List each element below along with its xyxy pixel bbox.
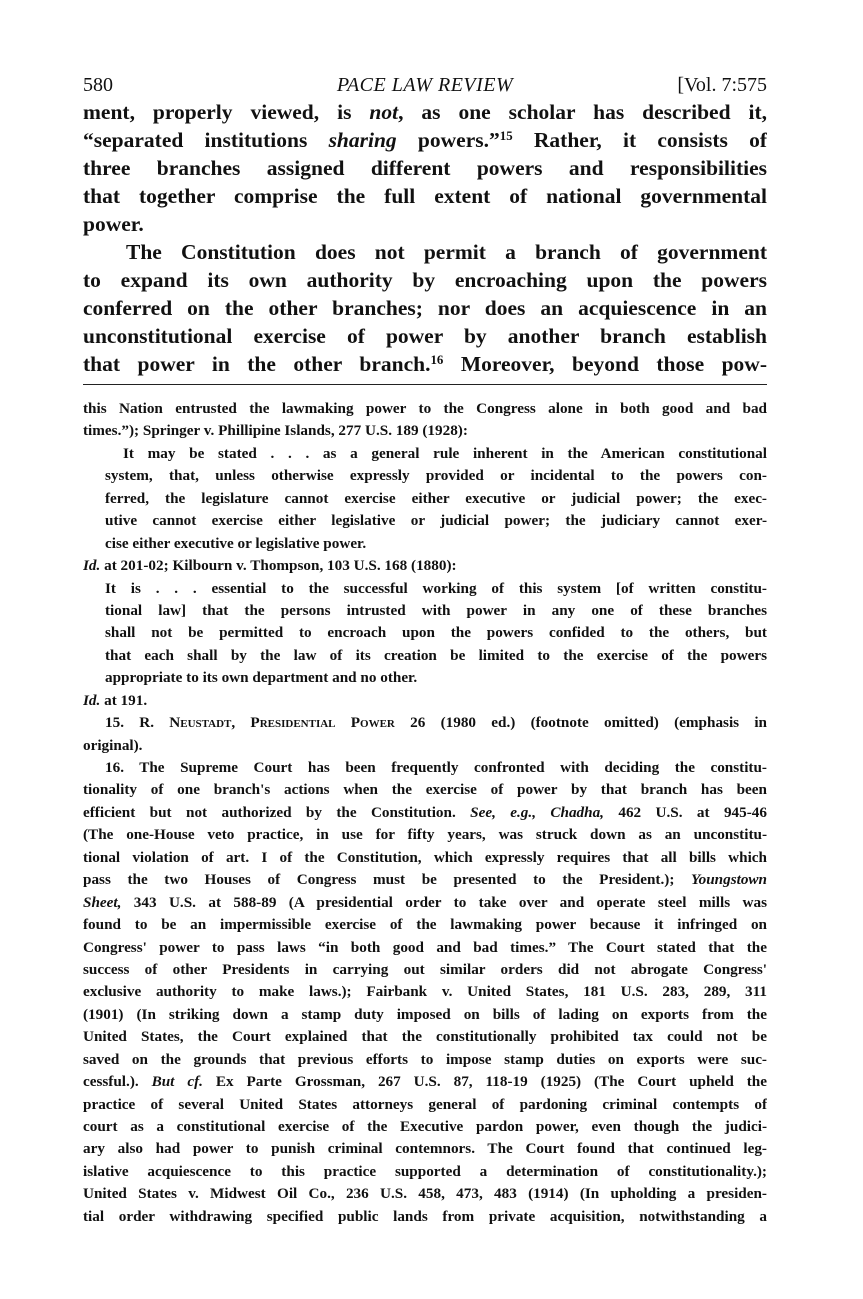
- text-segment: unconstitutional exercise of power by another branch establish: [83, 324, 767, 348]
- text-segment: at 191.: [100, 691, 148, 709]
- text-line: [83, 802, 767, 824]
- text-segment: to expand its own authority by encroaching upon the powers: [83, 268, 767, 292]
- text-line: [83, 757, 767, 779]
- text-segment: 15. R.: [105, 714, 170, 732]
- text-line: [83, 735, 767, 757]
- text-segment: times.”); Springer v. Phillipine Islands, 277 U.S. 189 (1928):: [83, 422, 468, 440]
- text-segment: powers.”: [396, 128, 500, 152]
- text-line: [83, 1138, 767, 1160]
- text-line: [83, 533, 767, 555]
- text-line: [83, 266, 767, 294]
- text-segment: Rather, it consists of: [512, 128, 767, 152]
- text-segment: ary also had power to punish criminal contemnors. The Court found that continued leg-: [83, 1140, 767, 1158]
- text-line: [83, 1094, 767, 1116]
- text-line: [83, 238, 767, 266]
- text-segment: tional violation of art. I of the Constitution, which expressly requires that all bills which: [83, 848, 767, 866]
- text-segment: power.: [83, 212, 144, 236]
- text-line: [83, 1161, 767, 1183]
- text-line: [83, 892, 767, 914]
- text-segment: But cf.: [151, 1073, 203, 1091]
- text-segment: Congress' power to pass laws “in both good and bad times.” The Court stated that the: [83, 938, 767, 956]
- text-line: [83, 98, 767, 126]
- text-segment: (The one-House veto practice, in use for fifty years, was struck down as an unconstitu-: [83, 826, 767, 844]
- text-line: [83, 712, 767, 734]
- text-line: [83, 1206, 767, 1228]
- text-segment: cessful.).: [83, 1073, 152, 1091]
- text-segment: “separated institutions: [83, 128, 329, 152]
- text-segment: Youngstown: [691, 871, 767, 889]
- text-line: [83, 622, 767, 644]
- text-segment: at 201-02; Kilbourn v. Thompson, 103 U.S. 168 (1880):: [100, 557, 457, 575]
- footnote-ref: 15: [499, 128, 513, 143]
- text-segment: original).: [83, 736, 143, 754]
- text-line: [83, 914, 767, 936]
- text-line: [83, 667, 767, 689]
- text-segment: court as a constitutional exercise of the Executive pardon power, even though the judici-: [83, 1118, 767, 1135]
- footnote-divider: [83, 384, 767, 385]
- text-segment: See, e.g., Chadha,: [470, 803, 604, 821]
- text-segment: Neustadt, Presidential Power: [169, 714, 395, 732]
- text-line: [83, 600, 767, 622]
- text-line: [83, 578, 767, 600]
- text-segment: 343 U.S. at 588-89 (A presidential order to take over and operate steel mills was: [121, 893, 767, 911]
- text-segment: ment, properly viewed, is: [83, 100, 370, 124]
- text-segment: this Nation entrusted the lawmaking power to the Congress alone in both good and bad: [83, 400, 767, 417]
- running-header: [83, 74, 767, 100]
- text-segment: conferred on the other branches; nor does an acquiescence in an: [83, 296, 767, 320]
- text-line: [83, 322, 767, 350]
- text-segment: pass the two Houses of Congress must be presented to the President.);: [83, 871, 692, 889]
- text-line: [83, 126, 767, 154]
- text-segment: The Constitution does not permit a branch of government: [126, 240, 767, 264]
- text-segment: 462 U.S. at 945-46: [603, 803, 767, 821]
- text-segment: Moreover, beyond those pow-: [443, 352, 767, 376]
- text-line: [83, 1004, 767, 1026]
- text-segment: tial order withdrawing specified public lands from private acquisition, notwithstanding a: [83, 1207, 767, 1225]
- text-line: [83, 1116, 767, 1138]
- text-segment: United States, the Court explained that the constitutionally prohibited tax could not be: [83, 1028, 767, 1046]
- text-segment: cise either executive or legislative power.: [105, 534, 367, 552]
- footnote-ref: 16: [430, 352, 444, 367]
- text-segment: Id.: [83, 557, 101, 575]
- body-text: [83, 98, 767, 378]
- text-line: [83, 210, 767, 238]
- text-line: [83, 350, 767, 378]
- text-segment: , as one scholar has described it,: [398, 100, 767, 124]
- text-segment: Sheet,: [83, 893, 122, 911]
- text-segment: 16. The Supreme Court has been frequently confronted with deciding the constitu-: [105, 759, 767, 776]
- text-segment: 26 (1980 ed.) (footnote omitted) (emphasis in: [394, 714, 767, 732]
- text-segment: Id.: [83, 691, 101, 709]
- text-line: [83, 1071, 767, 1093]
- text-line: [83, 824, 767, 846]
- footnotes: [83, 398, 767, 1228]
- text-line: [83, 869, 767, 891]
- text-line: [83, 420, 767, 442]
- text-line: [83, 294, 767, 322]
- text-segment: efficient but not authorized by the Constitution.: [83, 803, 471, 821]
- text-line: [83, 510, 767, 532]
- text-segment: found to be an impermissible exercise of the lawmaking power because it infringed on: [83, 916, 767, 934]
- text-segment: United States v. Midwest Oil Co., 236 U.S. 458, 473, 483 (1914) (In upholding a presiden-: [83, 1185, 767, 1203]
- text-segment: utive cannot exercise either legislative or judicial power; the judiciary cannot exer-: [105, 512, 767, 530]
- text-line: [83, 398, 767, 420]
- volume-citation: [Vol. 7:575: [677, 74, 767, 96]
- text-segment: three branches assigned different powers and responsibilities: [83, 156, 767, 180]
- text-line: [83, 959, 767, 981]
- text-line: [83, 443, 767, 465]
- text-segment: appropriate to its own department and no other.: [105, 669, 418, 687]
- text-segment: It is . . . essential to the successful working of this system [of written constitu-: [105, 579, 767, 597]
- text-segment: tionality of one branch's actions when the exercise of power by that branch has been: [83, 781, 767, 799]
- page-number: 580: [83, 74, 113, 96]
- text-segment: (1901) (In striking down a stamp duty imposed on bills of lading on exports from the: [83, 1005, 767, 1023]
- text-segment: Ex Parte Grossman, 267 U.S. 87, 118-19 (1925) (The Court upheld the: [202, 1073, 767, 1091]
- text-line: [83, 1183, 767, 1205]
- text-segment: not: [369, 100, 399, 124]
- text-segment: success of other Presidents in carrying out similar orders did not abrogate Congress': [83, 960, 767, 978]
- text-line: [83, 981, 767, 1003]
- text-line: [83, 847, 767, 869]
- text-segment: that each shall by the law of its creation be limited to the exercise of the powers: [105, 646, 767, 664]
- text-line: [83, 937, 767, 959]
- text-line: [83, 555, 767, 577]
- text-segment: practice of several United States attorneys general of pardoning criminal contempts of: [83, 1095, 767, 1113]
- text-segment: exclusive authority to make laws.); Fairbank v. United States, 181 U.S. 283, 289, 311: [83, 983, 767, 1001]
- text-line: [83, 690, 767, 712]
- journal-title: PACE LAW REVIEW: [336, 74, 514, 96]
- text-segment: islative acquiescence to this practice supported a determination of constitutionality.);: [83, 1162, 767, 1180]
- text-line: [83, 779, 767, 801]
- text-line: [83, 1049, 767, 1071]
- text-line: [83, 1026, 767, 1048]
- text-line: [83, 645, 767, 667]
- text-segment: tional law] that the persons intrusted with power in any one of these branches: [105, 601, 767, 619]
- text-line: [83, 154, 767, 182]
- text-line: [83, 182, 767, 210]
- text-segment: shall not be permitted to encroach upon the powers confided to the others, but: [105, 624, 767, 642]
- text-segment: sharing: [328, 128, 397, 152]
- text-line: [83, 465, 767, 487]
- text-segment: ferred, the legislature cannot exercise either executive or judicial power; the exec-: [105, 489, 767, 507]
- text-segment: It may be stated . . . as a general rule inherent in the American constitutional: [123, 444, 767, 462]
- text-segment: system, that, unless otherwise expressly provided or incidental to the powers con-: [105, 467, 767, 485]
- text-line: [83, 488, 767, 510]
- text-segment: that together comprise the full extent of national governmental: [83, 184, 767, 208]
- text-segment: saved on the grounds that previous efforts to impose stamp duties on exports were suc-: [83, 1050, 767, 1068]
- text-segment: that power in the other branch.: [83, 352, 431, 376]
